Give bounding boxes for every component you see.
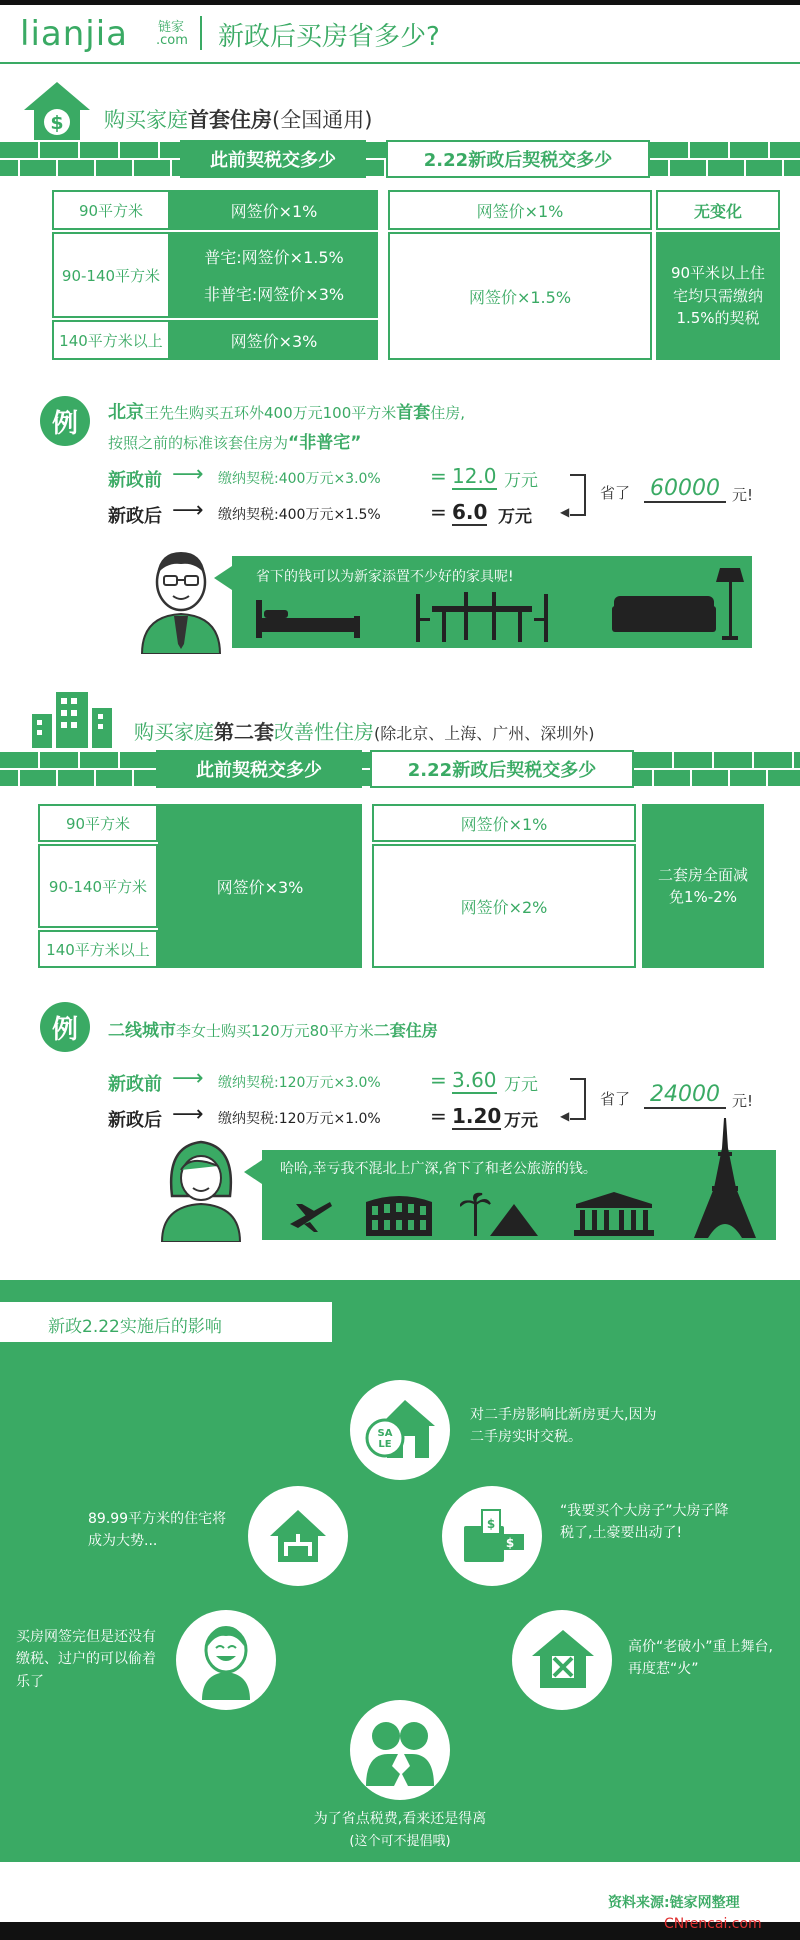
example2-after-arrow: ⟶ — [172, 1102, 204, 1127]
s1-size-90-140: 90-140平方米 — [52, 232, 170, 318]
example1-line2 — [108, 428, 361, 453]
example1-city: 北京 — [108, 402, 144, 423]
example1-badge: 例 — [40, 396, 90, 446]
s1-before-nonnormal: 非普宅:网签价×3% — [203, 285, 345, 304]
s1-before-140: 网签价×3% — [170, 320, 378, 360]
impact-text-4: 买房网签完但是还没有缴税、过户的可以偷着乐了 — [16, 1629, 156, 1690]
example1-before-formula: 缴纳契税:400万元×3.0% — [218, 471, 381, 487]
example1-desc-c: 住房, — [430, 404, 466, 422]
example1-nonnormal: “非普宅” — [288, 433, 362, 453]
eiffel-tower-icon — [690, 1118, 760, 1238]
section2-before-header: 此前契税交多少 — [156, 750, 362, 788]
s1-before-normal: 普宅:网签价×1.5% — [204, 248, 344, 267]
impact-text-2: 89.99平方米的住宅将成为大势... — [88, 1511, 227, 1550]
example2-after-eq: = — [430, 1104, 447, 1128]
example2-before-result: 3.60 — [452, 1068, 497, 1092]
example1-after-formula: 缴纳契税:400万元×1.5% — [218, 507, 381, 523]
example1-speech-tail — [214, 566, 232, 590]
svg-text:$: $ — [486, 1517, 496, 1531]
s2-before: 网签价×3% — [158, 804, 362, 968]
example2-city: 二线城市 — [108, 1021, 176, 1041]
sofa-lamp-icon — [612, 566, 748, 642]
brick-left-1 — [0, 142, 180, 176]
s1-after-main: 网签价×1.5% — [388, 232, 652, 360]
example1-desc-line2: 按照之前的标准该套住房为 — [108, 434, 289, 452]
example2-badge: 例 — [40, 1002, 90, 1052]
example2-speech-tail — [244, 1160, 262, 1184]
s2-after-90: 网签价×1% — [372, 804, 636, 842]
bed-icon — [254, 596, 364, 640]
top-border — [0, 0, 800, 5]
section2-title-prefix: 购买家庭 — [134, 720, 214, 744]
example1-desc-a: 王先生购买五环外400万元100平方米 — [144, 404, 397, 422]
s1-size-140: 140平方米以上 — [52, 320, 170, 360]
example1-after-unit: 万元 — [498, 507, 532, 527]
svg-text:$: $ — [50, 112, 64, 134]
example2-desc: 李女士购买120万元80平方米 — [176, 1022, 374, 1040]
example1-saved-suffix: 元! — [732, 486, 754, 504]
example2-second: 二套住房 — [373, 1021, 438, 1040]
section2-after-header: 2.22新政后契税交多少 — [370, 750, 634, 788]
source-text: 资料来源:链家网整理 — [608, 1895, 740, 1911]
section2-title — [134, 716, 595, 745]
svg-text:$: $ — [505, 1536, 515, 1550]
example2-bracket — [570, 1078, 586, 1120]
header-divider — [200, 16, 202, 50]
section2-title-suffix: (除北京、上海、广州、深圳外) — [374, 724, 595, 743]
example1-after-eq: = — [430, 500, 447, 524]
sale-house-icon — [365, 1396, 437, 1462]
section1-title — [104, 104, 372, 134]
s1-nochange-title: 无变化 — [656, 190, 780, 230]
logo[interactable]: lianjia — [20, 14, 129, 54]
s2-size-140: 140平方米以上 — [38, 930, 158, 968]
small-house-icon — [268, 1506, 328, 1564]
money-icon — [460, 1504, 526, 1568]
logo-cn: 链家 — [158, 20, 185, 35]
example1-speech-text: 省下的钱可以为新家添置不少好的家具呢! — [256, 569, 514, 585]
example2-bracket-arrow: ◀ — [560, 1109, 570, 1123]
example1-before-arrow: ⟶ — [172, 462, 204, 487]
example2-before-unit: 万元 — [504, 1075, 538, 1095]
section1-after-header: 2.22新政后契税交多少 — [386, 140, 650, 178]
s1-nochange-text: 90平米以上住宅均只需缴纳1.5%的契税 — [656, 232, 780, 360]
section2-title-mid: 改善性住房 — [274, 720, 374, 744]
example2-saved-suffix: 元! — [732, 1092, 754, 1110]
s2-size-90-140: 90-140平方米 — [38, 844, 158, 928]
example2-saved-value: 24000 — [644, 1082, 726, 1109]
logo-com: .com — [156, 33, 188, 48]
section1-title-suffix: (全国通用) — [272, 108, 373, 132]
impact-text-1: 对二手房影响比新房更大,因为二手房实时交税。 — [470, 1407, 657, 1446]
example2-line1 — [108, 1016, 438, 1041]
impact-text-3: “我要买个大房子”大房子降税了,土豪要出动了! — [560, 1503, 729, 1542]
impact-title: 新政2.22实施后的影响 — [48, 1317, 222, 1337]
example1-before-result: 12.0 — [452, 464, 497, 488]
brick-mid-1 — [366, 142, 386, 176]
example2-saved-prefix: 省了 — [600, 1090, 631, 1108]
airplane-icon — [286, 1194, 334, 1234]
section1-title-bold: 首套住房 — [188, 108, 272, 132]
brick-mid-2 — [362, 752, 370, 786]
colosseum-icon — [364, 1192, 434, 1236]
example2-before-formula: 缴纳契税:120万元×3.0% — [218, 1075, 381, 1091]
impact-text-6: 为了省点税费,看来还是得离 — [313, 1811, 487, 1827]
man-avatar-icon — [140, 544, 222, 654]
example2-speech-text: 哈哈,幸亏我不混北上广深,省下了和老公旅游的钱。 — [280, 1161, 597, 1177]
example1-first: 首套 — [396, 403, 431, 423]
broken-couple-icon — [364, 1716, 436, 1786]
example1-saved-value: 60000 — [644, 476, 726, 503]
example2-before-arrow: ⟶ — [172, 1066, 204, 1091]
example1-before-label: 新政前 — [108, 470, 162, 491]
brick-right-2 — [634, 752, 800, 786]
example2-before-eq: = — [430, 1068, 447, 1092]
s2-reduce: 二套房全面减免1%-2% — [642, 804, 764, 968]
s1-before-90: 网签价×1% — [170, 190, 378, 230]
example1-after-result: 6.0 — [452, 500, 488, 524]
impact-text-5: 高价“老破小”重上舞台,再度惹“火” — [628, 1639, 773, 1678]
sale-icon-text-top: SA — [377, 1428, 393, 1439]
example2-after-result: 1.20 — [452, 1104, 502, 1128]
parthenon-icon — [574, 1192, 654, 1236]
example1-bracket — [570, 474, 586, 516]
example1-line1 — [108, 398, 465, 424]
page-title: 新政后买房省多少? — [218, 22, 440, 52]
section1-before-header: 此前契税交多少 — [180, 140, 366, 178]
building-icon — [28, 690, 116, 748]
example2-after-unit: 万元 — [504, 1111, 538, 1131]
example1-saved-prefix: 省了 — [600, 484, 631, 502]
s1-before-90-140 — [170, 232, 378, 318]
header-underline — [0, 62, 800, 64]
example1-bracket-arrow: ◀ — [560, 505, 570, 519]
example2-after-formula: 缴纳契税:120万元×1.0% — [218, 1111, 381, 1127]
palm-pyramid-icon — [460, 1190, 540, 1236]
watermark: CNrencai.com — [664, 1916, 762, 1932]
impact-text-7: (这个可不提倡哦) — [349, 1834, 451, 1849]
s1-after-90: 网签价×1% — [388, 190, 652, 230]
brick-right-1 — [650, 142, 800, 176]
woman-avatar-icon — [160, 1136, 242, 1242]
s2-after-main: 网签价×2% — [372, 844, 636, 968]
sale-icon-text-bottom: LE — [378, 1439, 392, 1450]
brick-left-2 — [0, 752, 156, 786]
section2-title-bold: 第二套 — [214, 720, 274, 744]
happy-face-icon — [196, 1620, 256, 1700]
example1-after-label: 新政后 — [108, 506, 162, 527]
example1-before-eq: = — [430, 464, 447, 488]
example1-after-arrow: ⟶ — [172, 498, 204, 523]
section1-title-prefix: 购买家庭 — [104, 108, 188, 132]
s1-size-90: 90平方米 — [52, 190, 170, 230]
example2-after-label: 新政后 — [108, 1110, 162, 1131]
dining-table-icon — [412, 592, 552, 642]
house-dollar-icon — [22, 80, 92, 142]
s2-size-90: 90平方米 — [38, 804, 158, 842]
house-tools-icon — [530, 1628, 596, 1690]
example1-before-unit: 万元 — [504, 471, 538, 491]
example2-before-label: 新政前 — [108, 1074, 162, 1095]
